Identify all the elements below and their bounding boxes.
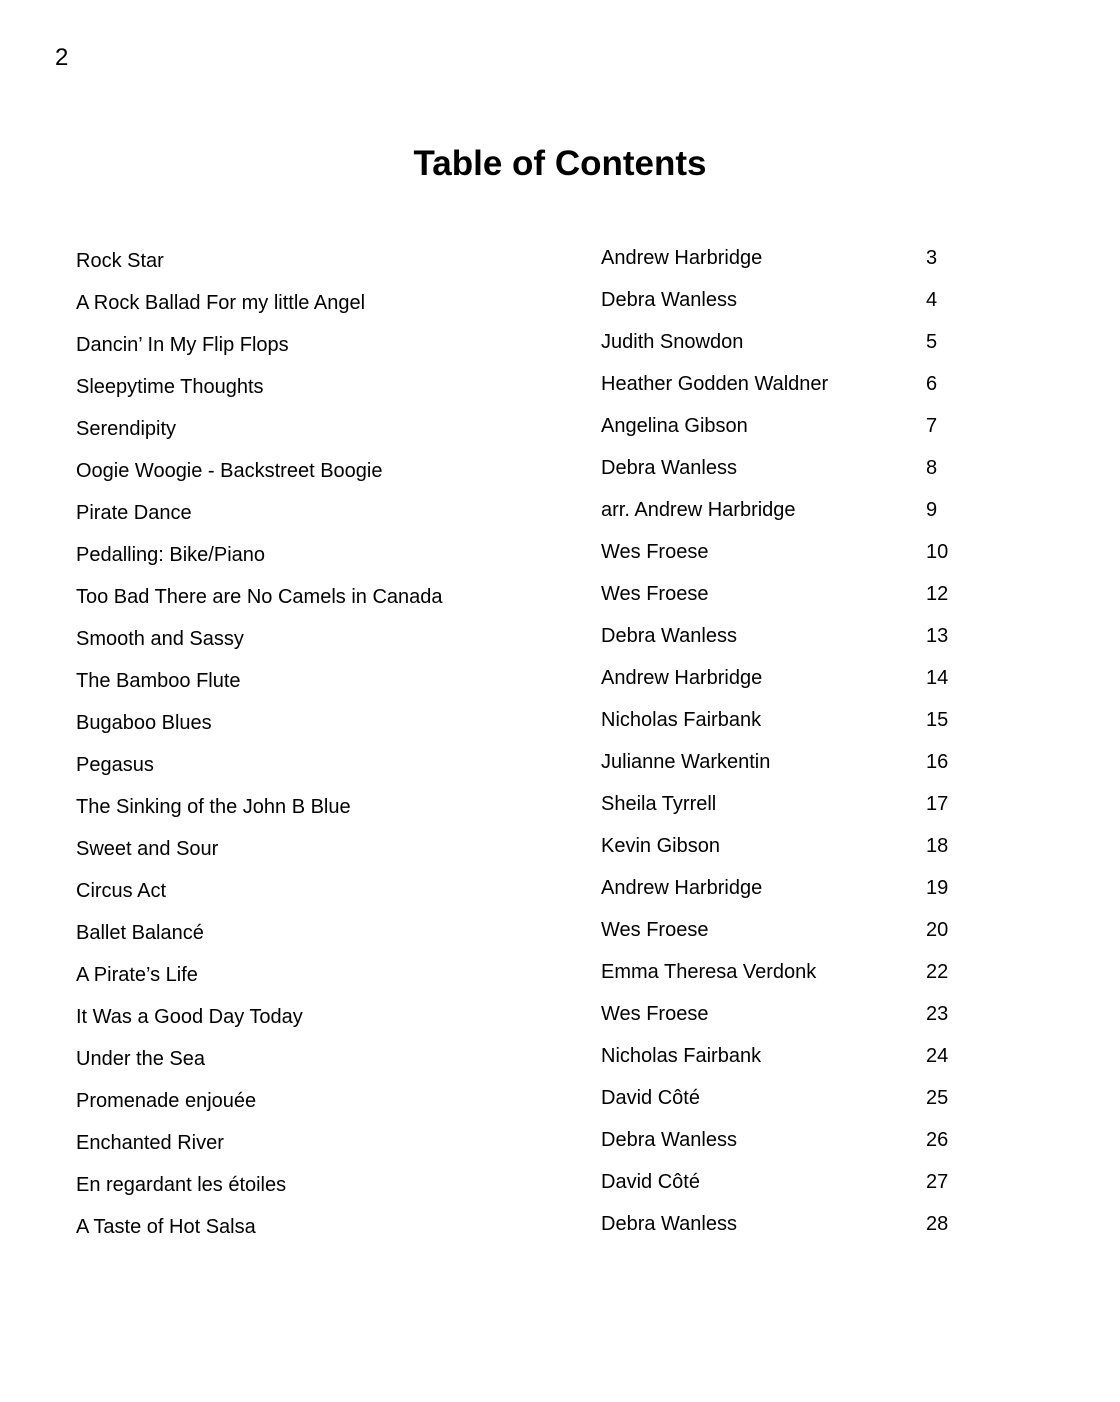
- toc-entry: [0, 538, 1120, 580]
- toc-entry-title: Too Bad There are No Camels in Canada: [76, 586, 443, 608]
- toc-entry: [0, 706, 1120, 748]
- toc-entry-page: 17: [926, 793, 949, 815]
- toc-entry: [0, 454, 1120, 496]
- toc-entry: [0, 1210, 1120, 1252]
- toc-entry: [0, 286, 1120, 328]
- toc-entry-title: Ballet Balancé: [76, 922, 204, 944]
- toc-entry-page: 22: [926, 961, 949, 983]
- toc-entry-composer: Andrew Harbridge: [601, 877, 763, 899]
- toc-entry: [0, 370, 1120, 412]
- page-number: 2: [55, 44, 69, 71]
- toc-entry-title: It Was a Good Day Today: [76, 1006, 303, 1028]
- toc-entry-composer: Angelina Gibson: [601, 415, 748, 437]
- toc-entry-page: 28: [926, 1213, 949, 1235]
- toc-entry-composer: Wes Froese: [601, 541, 709, 563]
- toc-entry: [0, 664, 1120, 706]
- page-title: Table of Contents: [413, 144, 707, 183]
- toc-entry-title: Oogie Woogie - Backstreet Boogie: [76, 460, 383, 482]
- toc-entry-composer: Debra Wanless: [601, 1129, 737, 1151]
- toc-entry-composer: Heather Godden Waldner: [601, 373, 829, 395]
- toc-entry-page: 10: [926, 541, 949, 563]
- toc-entry-title: Sweet and Sour: [76, 838, 219, 860]
- toc-entry-title: A Rock Ballad For my little Angel: [76, 292, 366, 314]
- toc-entry-composer: Debra Wanless: [601, 1213, 737, 1235]
- toc-entry-page: 4: [926, 289, 938, 311]
- toc-entry-title: Enchanted River: [76, 1132, 224, 1154]
- toc-entry: [0, 328, 1120, 370]
- toc-entry-composer: Debra Wanless: [601, 457, 737, 479]
- toc-entry-title: Pegasus: [76, 754, 154, 776]
- toc-entry-page: 8: [926, 457, 938, 479]
- toc-entry: [0, 832, 1120, 874]
- toc-entry-composer: Wes Froese: [601, 583, 709, 605]
- toc-entry: [0, 748, 1120, 790]
- toc-entry-composer: arr. Andrew Harbridge: [601, 499, 796, 521]
- toc-entry-title: Bugaboo Blues: [76, 712, 212, 734]
- toc-entry-title: Dancin’ In My Flip Flops: [76, 334, 289, 356]
- toc-entry-page: 12: [926, 583, 949, 605]
- toc-list: [0, 244, 1120, 1252]
- toc-entry-page: 20: [926, 919, 949, 941]
- toc-entry-composer: Kevin Gibson: [601, 835, 720, 857]
- toc-entry-title: Sleepytime Thoughts: [76, 376, 264, 398]
- toc-entry-composer: Debra Wanless: [601, 289, 737, 311]
- toc-entry: [0, 958, 1120, 1000]
- toc-entry-page: 19: [926, 877, 949, 899]
- toc-entry-page: 14: [926, 667, 949, 689]
- toc-entry: [0, 916, 1120, 958]
- toc-entry-composer: Andrew Harbridge: [601, 667, 763, 689]
- toc-entry: [0, 496, 1120, 538]
- toc-entry: [0, 1084, 1120, 1126]
- toc-entry-title: Serendipity: [76, 418, 177, 440]
- toc-entry-title: Promenade enjouée: [76, 1090, 257, 1112]
- toc-entry: [0, 622, 1120, 664]
- toc-entry-page: 7: [926, 415, 938, 437]
- toc-entry-composer: Debra Wanless: [601, 625, 737, 647]
- toc-entry-title: The Bamboo Flute: [76, 670, 241, 692]
- toc-entry-composer: Wes Froese: [601, 919, 709, 941]
- toc-entry-composer: Nicholas Fairbank: [601, 709, 762, 731]
- toc-entry-composer: David Côté: [601, 1087, 700, 1109]
- toc-entry-composer: Julianne Warkentin: [601, 751, 771, 773]
- toc-entry: [0, 874, 1120, 916]
- toc-entry-title: Rock Star: [76, 250, 164, 272]
- toc-entry-page: 23: [926, 1003, 949, 1025]
- toc-entry-title: A Taste of Hot Salsa: [76, 1216, 256, 1238]
- toc-entry-composer: Sheila Tyrrell: [601, 793, 717, 815]
- toc-entry-page: 25: [926, 1087, 949, 1109]
- toc-entry-page: 16: [926, 751, 949, 773]
- toc-entry: [0, 790, 1120, 832]
- toc-entry-title: Pedalling: Bike/Piano: [76, 544, 266, 566]
- toc-entry-title: Under the Sea: [76, 1048, 205, 1070]
- toc-entry-composer: Andrew Harbridge: [601, 247, 763, 269]
- toc-entry-page: 24: [926, 1045, 949, 1067]
- toc-entry-title: En regardant les étoiles: [76, 1174, 287, 1196]
- toc-entry: [0, 1126, 1120, 1168]
- toc-entry-composer: David Côté: [601, 1171, 700, 1193]
- toc-entry: [0, 412, 1120, 454]
- toc-entry-composer: Nicholas Fairbank: [601, 1045, 762, 1067]
- toc-entry: [0, 1042, 1120, 1084]
- toc-entry: [0, 1168, 1120, 1210]
- toc-entry-page: 13: [926, 625, 949, 647]
- toc-entry-title: Pirate Dance: [76, 502, 192, 524]
- toc-entry-composer: Emma Theresa Verdonk: [601, 961, 817, 983]
- toc-entry-title: Circus Act: [76, 880, 167, 902]
- toc-entry-title: A Pirate’s Life: [76, 964, 198, 986]
- toc-entry-title: The Sinking of the John B Blue: [76, 796, 351, 818]
- toc-entry-page: 26: [926, 1129, 949, 1151]
- toc-entry-page: 9: [926, 499, 938, 521]
- toc-entry-title: Smooth and Sassy: [76, 628, 244, 650]
- toc-entry-page: 6: [926, 373, 938, 395]
- toc-entry-page: 5: [926, 331, 938, 353]
- toc-entry: [0, 1000, 1120, 1042]
- toc-entry: [0, 580, 1120, 622]
- toc-entry-page: 15: [926, 709, 949, 731]
- toc-entry-composer: Judith Snowdon: [601, 331, 744, 353]
- toc-entry-page: 27: [926, 1171, 949, 1193]
- toc-entry-composer: Wes Froese: [601, 1003, 709, 1025]
- toc-entry-page: 18: [926, 835, 949, 857]
- toc-entry-page: 3: [926, 247, 938, 269]
- toc-entry: [0, 244, 1120, 286]
